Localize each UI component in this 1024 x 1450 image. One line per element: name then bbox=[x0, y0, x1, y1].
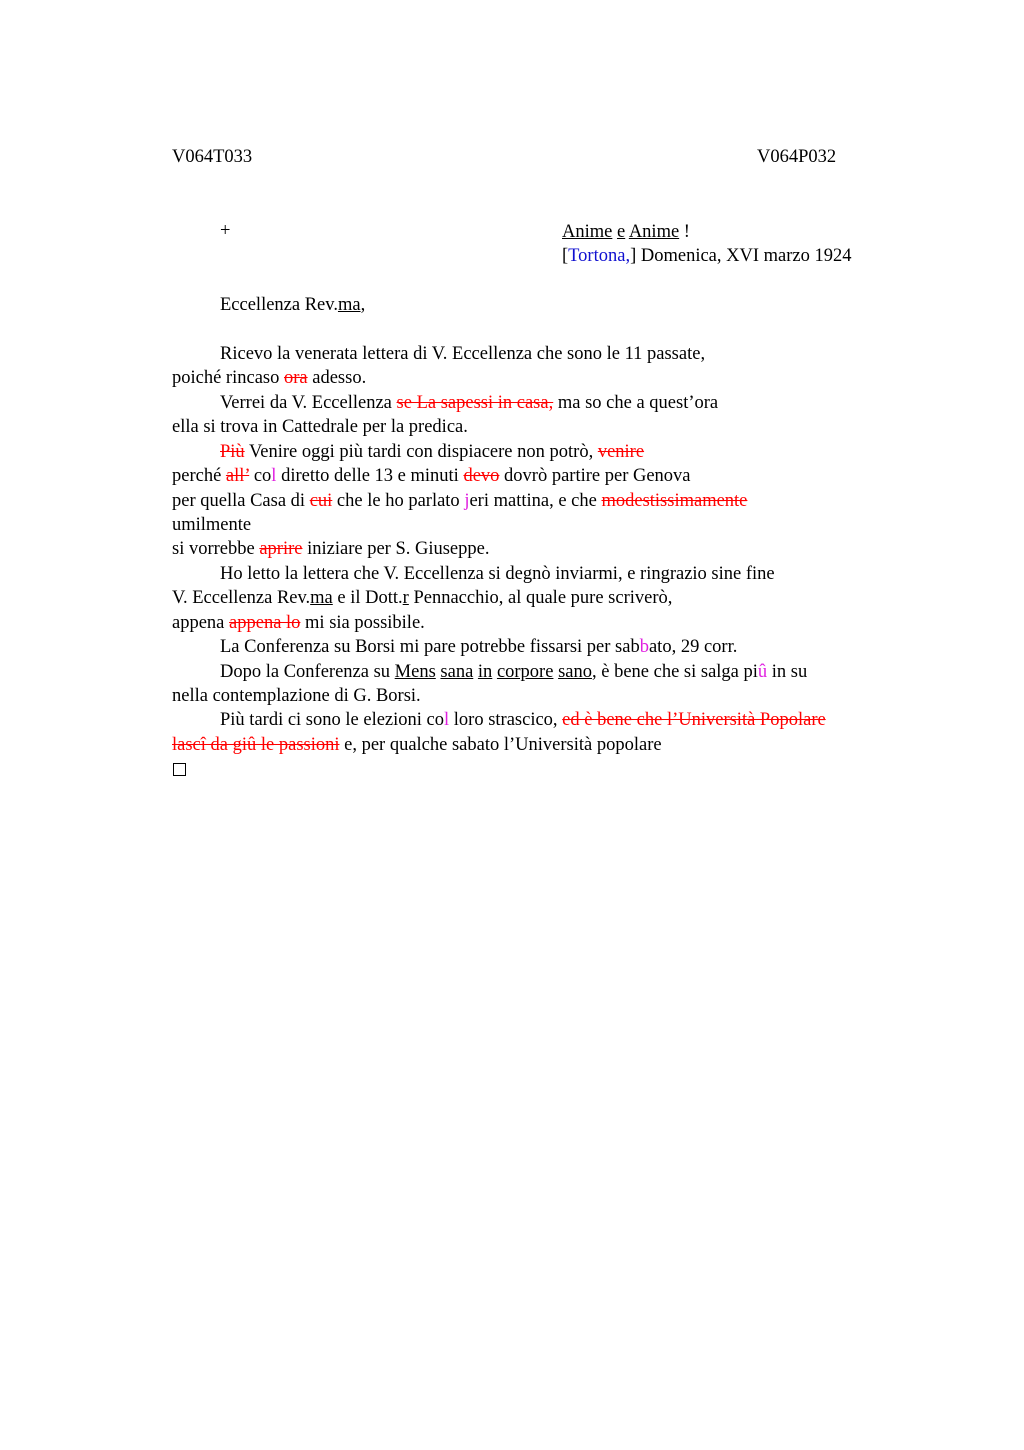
text: Verrei da V. Eccellenza bbox=[220, 393, 397, 413]
deletion: Più bbox=[220, 442, 245, 462]
deletion: devo bbox=[463, 466, 500, 486]
salutation bbox=[220, 293, 365, 317]
deletion: modestissimamente bbox=[601, 491, 748, 511]
text: loro strascico, bbox=[449, 710, 563, 730]
text: La Conferenza su Borsi mi pare potrebbe fissarsi per sab bbox=[220, 637, 640, 657]
underlined-word: sano bbox=[558, 662, 592, 682]
text: Pennacchio, al quale pure scriverò, bbox=[408, 588, 673, 608]
deletion: cui bbox=[309, 491, 333, 511]
bracket: [ bbox=[562, 246, 569, 266]
deletion: appena lo bbox=[229, 613, 301, 633]
document-code-left: V064T033 bbox=[172, 147, 253, 167]
text: V. Eccellenza Rev. bbox=[172, 588, 311, 608]
text: adesso. bbox=[307, 368, 367, 388]
body-line bbox=[172, 489, 747, 513]
underlined-word: corpore bbox=[496, 662, 554, 682]
text: co bbox=[249, 466, 272, 486]
title-word: Anime bbox=[562, 222, 613, 242]
deletion: venire bbox=[597, 442, 645, 462]
abbrev: r bbox=[402, 588, 409, 608]
text: Dopo la Conferenza su bbox=[220, 662, 395, 682]
text: e il Dott. bbox=[332, 588, 403, 608]
place-name: Tortona, bbox=[568, 246, 631, 266]
text: diretto delle 13 e minuti bbox=[276, 466, 464, 486]
salutation-comma: , bbox=[360, 295, 366, 315]
body-line bbox=[172, 611, 425, 635]
body-line bbox=[172, 366, 366, 390]
title-word: e bbox=[616, 222, 626, 242]
body-line bbox=[220, 635, 737, 659]
underlined-word: in bbox=[477, 662, 493, 682]
insertion: û bbox=[757, 662, 768, 682]
deletion: lascî da giû le passioni bbox=[172, 735, 340, 755]
body-line bbox=[172, 464, 691, 488]
text: ato, 29 corr. bbox=[648, 637, 738, 657]
deletion: ed è bene che l’Università Popolare bbox=[562, 710, 826, 730]
body-line bbox=[220, 440, 644, 464]
body-line: Ricevo la venerata lettera di V. Eccellenza che sono le 11 passate, bbox=[220, 344, 706, 364]
salutation-abbrev: ma bbox=[337, 295, 361, 315]
abbrev: ma bbox=[310, 588, 333, 608]
text: mi sia possibile. bbox=[300, 613, 425, 633]
text: dovrò partire per Genova bbox=[499, 466, 691, 486]
end-box-icon bbox=[173, 761, 186, 782]
deletion: se La sapessi in casa, bbox=[396, 393, 554, 413]
body-line: ella si trova in Cattedrale per la predica. bbox=[172, 417, 468, 437]
text: che le ho parlato bbox=[332, 491, 465, 511]
body-line bbox=[172, 733, 662, 757]
text: Venire oggi più tardi con dispiacere non potrò, bbox=[244, 442, 598, 462]
body-line bbox=[220, 391, 718, 415]
text: appena bbox=[172, 613, 230, 633]
place-date bbox=[562, 244, 852, 268]
title-word: Anime bbox=[628, 222, 680, 242]
insertion: l bbox=[271, 466, 277, 486]
text: e, per qualche sabato l’Università popolare bbox=[339, 735, 662, 755]
body-line: nella contemplazione di G. Borsi. bbox=[172, 686, 421, 706]
salutation-text: Eccellenza Rev. bbox=[220, 295, 338, 315]
underlined-word: sana bbox=[440, 662, 474, 682]
cross-mark: + bbox=[220, 221, 231, 241]
text: Più tardi ci sono le elezioni co bbox=[220, 710, 444, 730]
date-text: ] Domenica, XVI marzo 1924 bbox=[630, 246, 852, 266]
letter-title bbox=[562, 220, 690, 244]
text: per quella Casa di bbox=[172, 491, 310, 511]
body-line bbox=[172, 586, 672, 610]
insertion: b bbox=[639, 637, 649, 657]
deletion: ora bbox=[284, 368, 308, 388]
body-line bbox=[220, 708, 826, 732]
body-line: umilmente bbox=[172, 515, 252, 535]
text: perché bbox=[172, 466, 226, 486]
text: ma so che a quest’ora bbox=[553, 393, 719, 413]
body-line bbox=[172, 537, 489, 561]
insertion: l bbox=[444, 710, 450, 730]
deletion: aprire bbox=[259, 539, 303, 559]
document-code-right: V064P032 bbox=[757, 147, 837, 167]
text: in su bbox=[767, 662, 808, 682]
insertion: j bbox=[464, 491, 470, 511]
text: eri mattina, e che bbox=[469, 491, 602, 511]
text: iniziare per S. Giuseppe. bbox=[302, 539, 490, 559]
underlined-word: Mens bbox=[394, 662, 436, 682]
text: poiché rincaso bbox=[172, 368, 284, 388]
body-line: Ho letto la lettera che V. Eccellenza si degnò inviarmi, e ringrazio sine fine bbox=[220, 564, 775, 584]
text: si vorrebbe bbox=[172, 539, 260, 559]
text: , è bene che si salga pi bbox=[591, 662, 758, 682]
title-word: ! bbox=[683, 222, 690, 242]
body-line bbox=[220, 660, 807, 684]
deletion: all’ bbox=[225, 466, 250, 486]
